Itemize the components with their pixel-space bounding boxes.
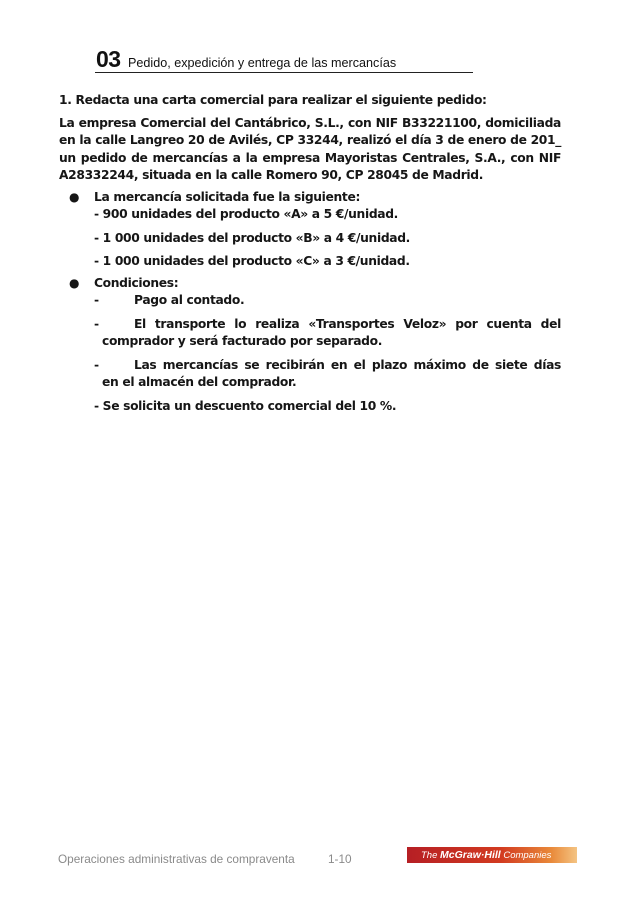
condition-payment-text: Pago al contado. — [134, 293, 245, 307]
condition-delivery-line2: en el almacén del comprador. — [102, 375, 297, 389]
condition-delivery-line1: Las mercancías se recibirán en el plazo máximo de siete días — [134, 357, 561, 372]
list-item: - 1 000 unidades del producto «C» a 3 €/unidad. — [94, 254, 410, 268]
chapter-number: 03 — [96, 46, 121, 72]
footer-book-title: Operaciones administrativas de compraventa — [58, 852, 295, 866]
condition-transport — [94, 316, 561, 351]
conditions-bullet — [59, 275, 561, 416]
dash-marker: - — [94, 293, 99, 307]
condition-transport-line2: comprador y será facturado por separado. — [102, 334, 383, 348]
condition-transport-line1: El transporte lo realiza «Transportes Veloz» por cuenta del — [134, 316, 561, 331]
logo-brand: McGraw·Hill — [440, 849, 501, 861]
merchandise-heading: La mercancía solicitada fue la siguiente: — [94, 189, 361, 204]
merchandise-bullet — [59, 189, 561, 271]
bullet-dot-icon: ● — [69, 275, 80, 290]
publisher-logo — [407, 847, 577, 863]
exercise-intro: La empresa Comercial del Cantábrico, S.L., con NIF B33221100, domiciliada en la calle Langreo 20 de Avilés, CP 33244, realizó el día 3 de enero de 201_ un pedido de mercancías a la empresa Mayoristas Centrales, S.A., con NIF A28332244, situada en la calle Romero 90, CP 28045 de Madrid. — [59, 115, 561, 182]
list-item: - 900 unidades del producto «A» a 5 €/unidad. — [94, 207, 399, 221]
conditions-heading: Condiciones: — [94, 275, 179, 290]
condition-delivery — [94, 357, 561, 392]
chapter-title: Pedido, expedición y entrega de las mercancías — [128, 56, 397, 70]
condition-payment — [94, 292, 561, 310]
condition-discount: - Se solicita un descuento comercial del 10 %. — [94, 398, 397, 413]
page-number: 1-10 — [328, 852, 352, 866]
dash-marker: - — [94, 357, 99, 372]
chapter-header — [95, 44, 473, 73]
dash-marker: - — [94, 316, 99, 331]
exercise-content — [59, 92, 561, 415]
list-item: - 1 000 unidades del producto «B» a 4 €/unidad. — [94, 230, 410, 245]
exercise-title: 1. Redacta una carta comercial para realizar el siguiente pedido: — [59, 93, 487, 107]
logo-prefix: The — [421, 849, 438, 861]
logo-suffix: Companies — [503, 849, 552, 861]
bullet-dot-icon: ● — [69, 189, 80, 204]
